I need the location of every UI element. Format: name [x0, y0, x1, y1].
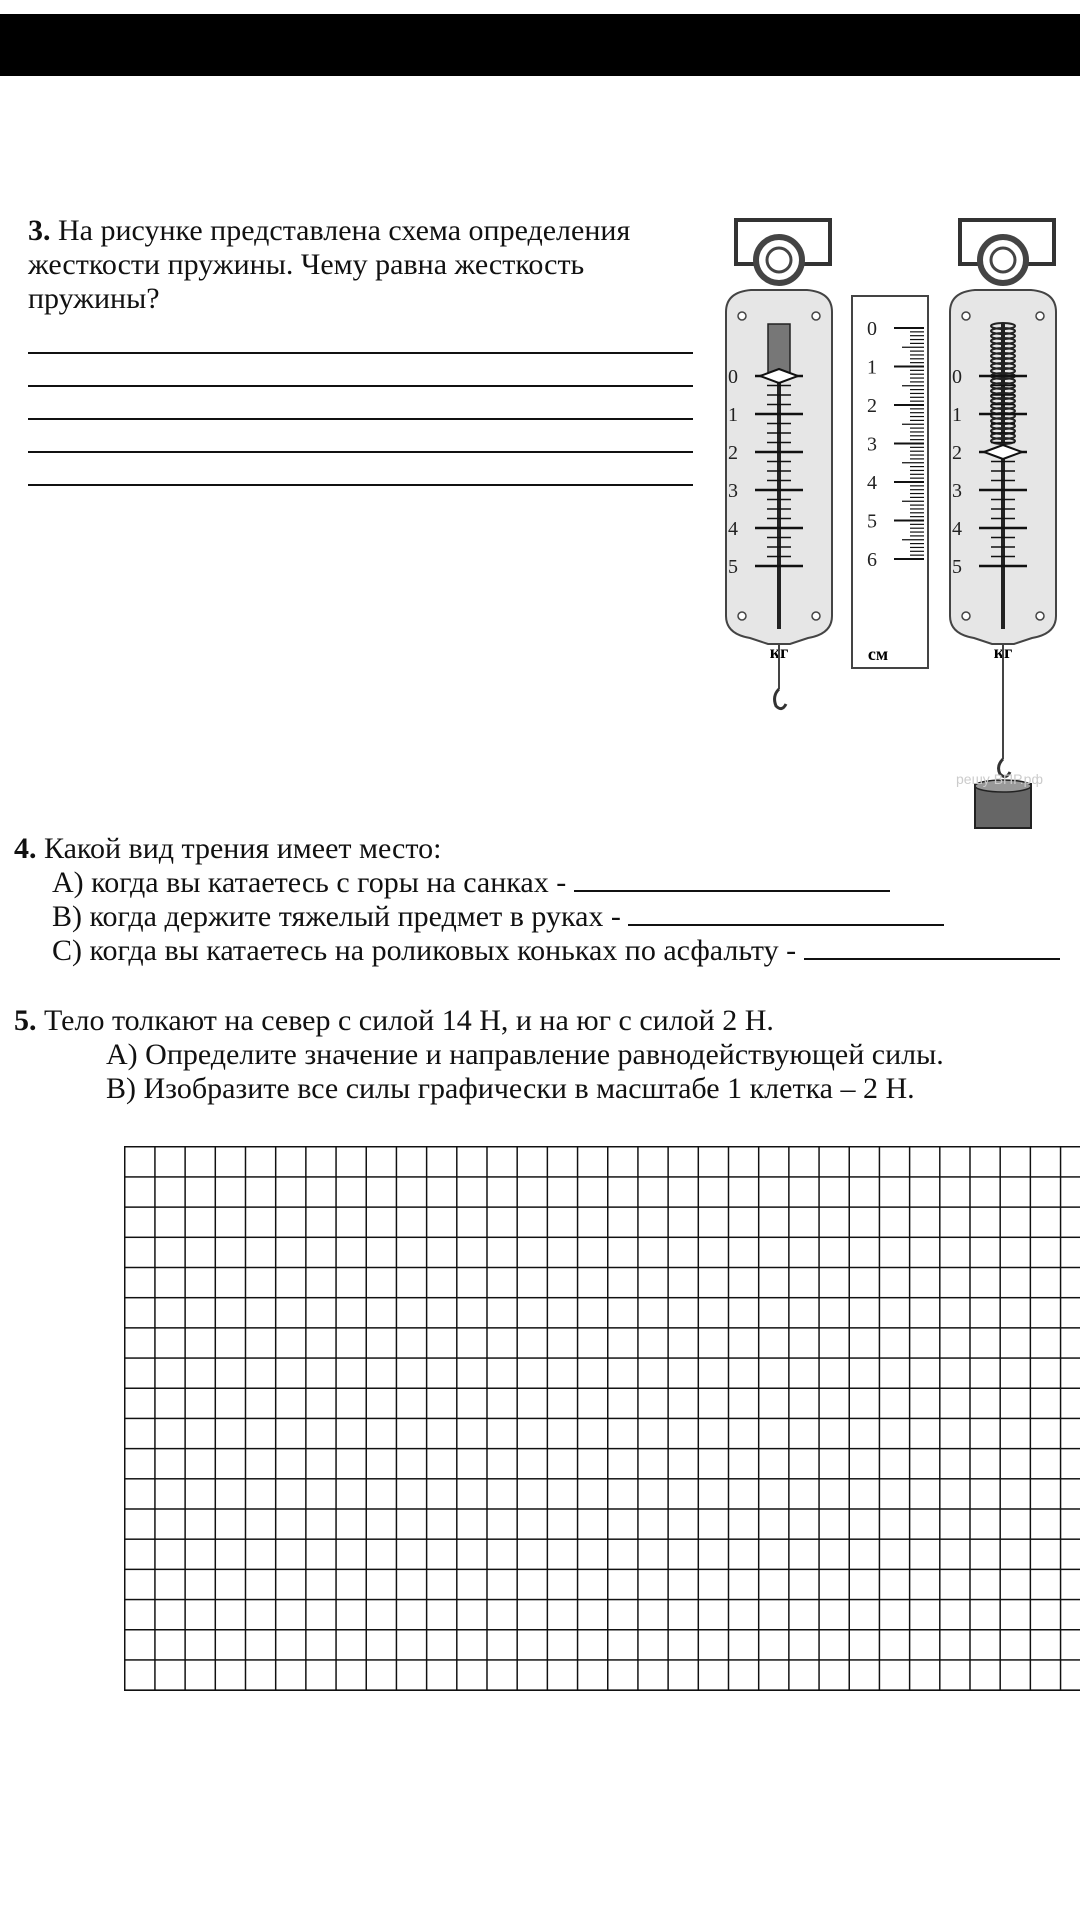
option-label: С) когда вы катаетесь на роликовых коньках по асфальту -: [52, 934, 797, 967]
scale-tick-label: 1: [728, 404, 738, 426]
ruler-tick-label: 3: [867, 433, 877, 456]
question-4-number: 4.: [14, 832, 37, 865]
answer-grid[interactable]: [124, 1146, 1080, 1691]
question-3-text: На рисунке представлена схема определения жесткости пружины. Чему равна жесткость пружины?: [28, 214, 631, 315]
scale-tick-label: 5: [952, 556, 962, 578]
scale-tick-label: 0: [952, 366, 962, 388]
question-5-number: 5.: [14, 1004, 37, 1037]
option-label: А) когда вы катаетесь с горы на санках -: [52, 866, 567, 899]
question-3-number: 3.: [28, 214, 51, 247]
answer-blank[interactable]: [804, 934, 1060, 960]
option-label: В) когда держите тяжелый предмет в руках -: [52, 900, 621, 933]
question-5-option-a: А) Определите значение и направление равнодействующей силы.: [106, 1038, 944, 1071]
answer-line[interactable]: [28, 418, 693, 420]
question-4-option-b: [14, 900, 1074, 934]
scale-tick-label: 2: [728, 442, 738, 464]
ruler-tick-label: 2: [867, 395, 877, 417]
question-4-text: Какой вид трения имеет место:: [36, 832, 442, 865]
question-3-answer-lines[interactable]: [28, 352, 693, 517]
top-black-bar: [0, 14, 1080, 76]
right-unit-label: кг: [993, 642, 1013, 662]
question-4-option-a: [14, 866, 1074, 900]
question-5-text: Тело толкают на север с силой 14 Н, и на юг с силой 2 Н.: [36, 1004, 774, 1037]
answer-line[interactable]: [28, 352, 693, 354]
question-4-option-c: [14, 934, 1074, 968]
question-3: [28, 214, 678, 316]
ruler: [852, 296, 928, 668]
dynamometer-figure: [716, 214, 1080, 834]
question-5: [14, 1004, 1074, 1106]
watermark: решу ВПР.рф: [956, 771, 1043, 787]
answer-line[interactable]: [28, 484, 693, 486]
ruler-tick-label: 6: [867, 549, 877, 571]
ruler-tick-label: 1: [867, 356, 877, 379]
scale-tick-label: 2: [952, 442, 962, 464]
scale-tick-label: 1: [952, 404, 962, 426]
left-dynamometer: [726, 220, 832, 709]
ruler-tick-label: 0: [867, 318, 877, 340]
scale-tick-label: 0: [728, 366, 738, 388]
scale-tick-label: 3: [952, 480, 962, 502]
ruler-unit-label: см: [867, 644, 889, 664]
scale-tick-label: 4: [728, 518, 738, 540]
right-dynamometer: [950, 220, 1056, 828]
answer-blank[interactable]: [628, 900, 944, 926]
answer-line[interactable]: [28, 451, 693, 453]
question-5-option-b: В) Изобразите все силы графически в масштабе 1 клетка – 2 Н.: [106, 1072, 915, 1105]
answer-blank[interactable]: [574, 866, 890, 892]
ruler-tick-label: 4: [867, 472, 877, 494]
left-unit-label: кг: [769, 642, 789, 662]
scale-tick-label: 3: [728, 480, 738, 502]
scale-tick-label: 4: [952, 518, 962, 540]
question-4: [14, 832, 1074, 968]
scale-tick-label: 5: [728, 556, 738, 578]
answer-line[interactable]: [28, 385, 693, 387]
ruler-tick-label: 5: [867, 510, 877, 533]
